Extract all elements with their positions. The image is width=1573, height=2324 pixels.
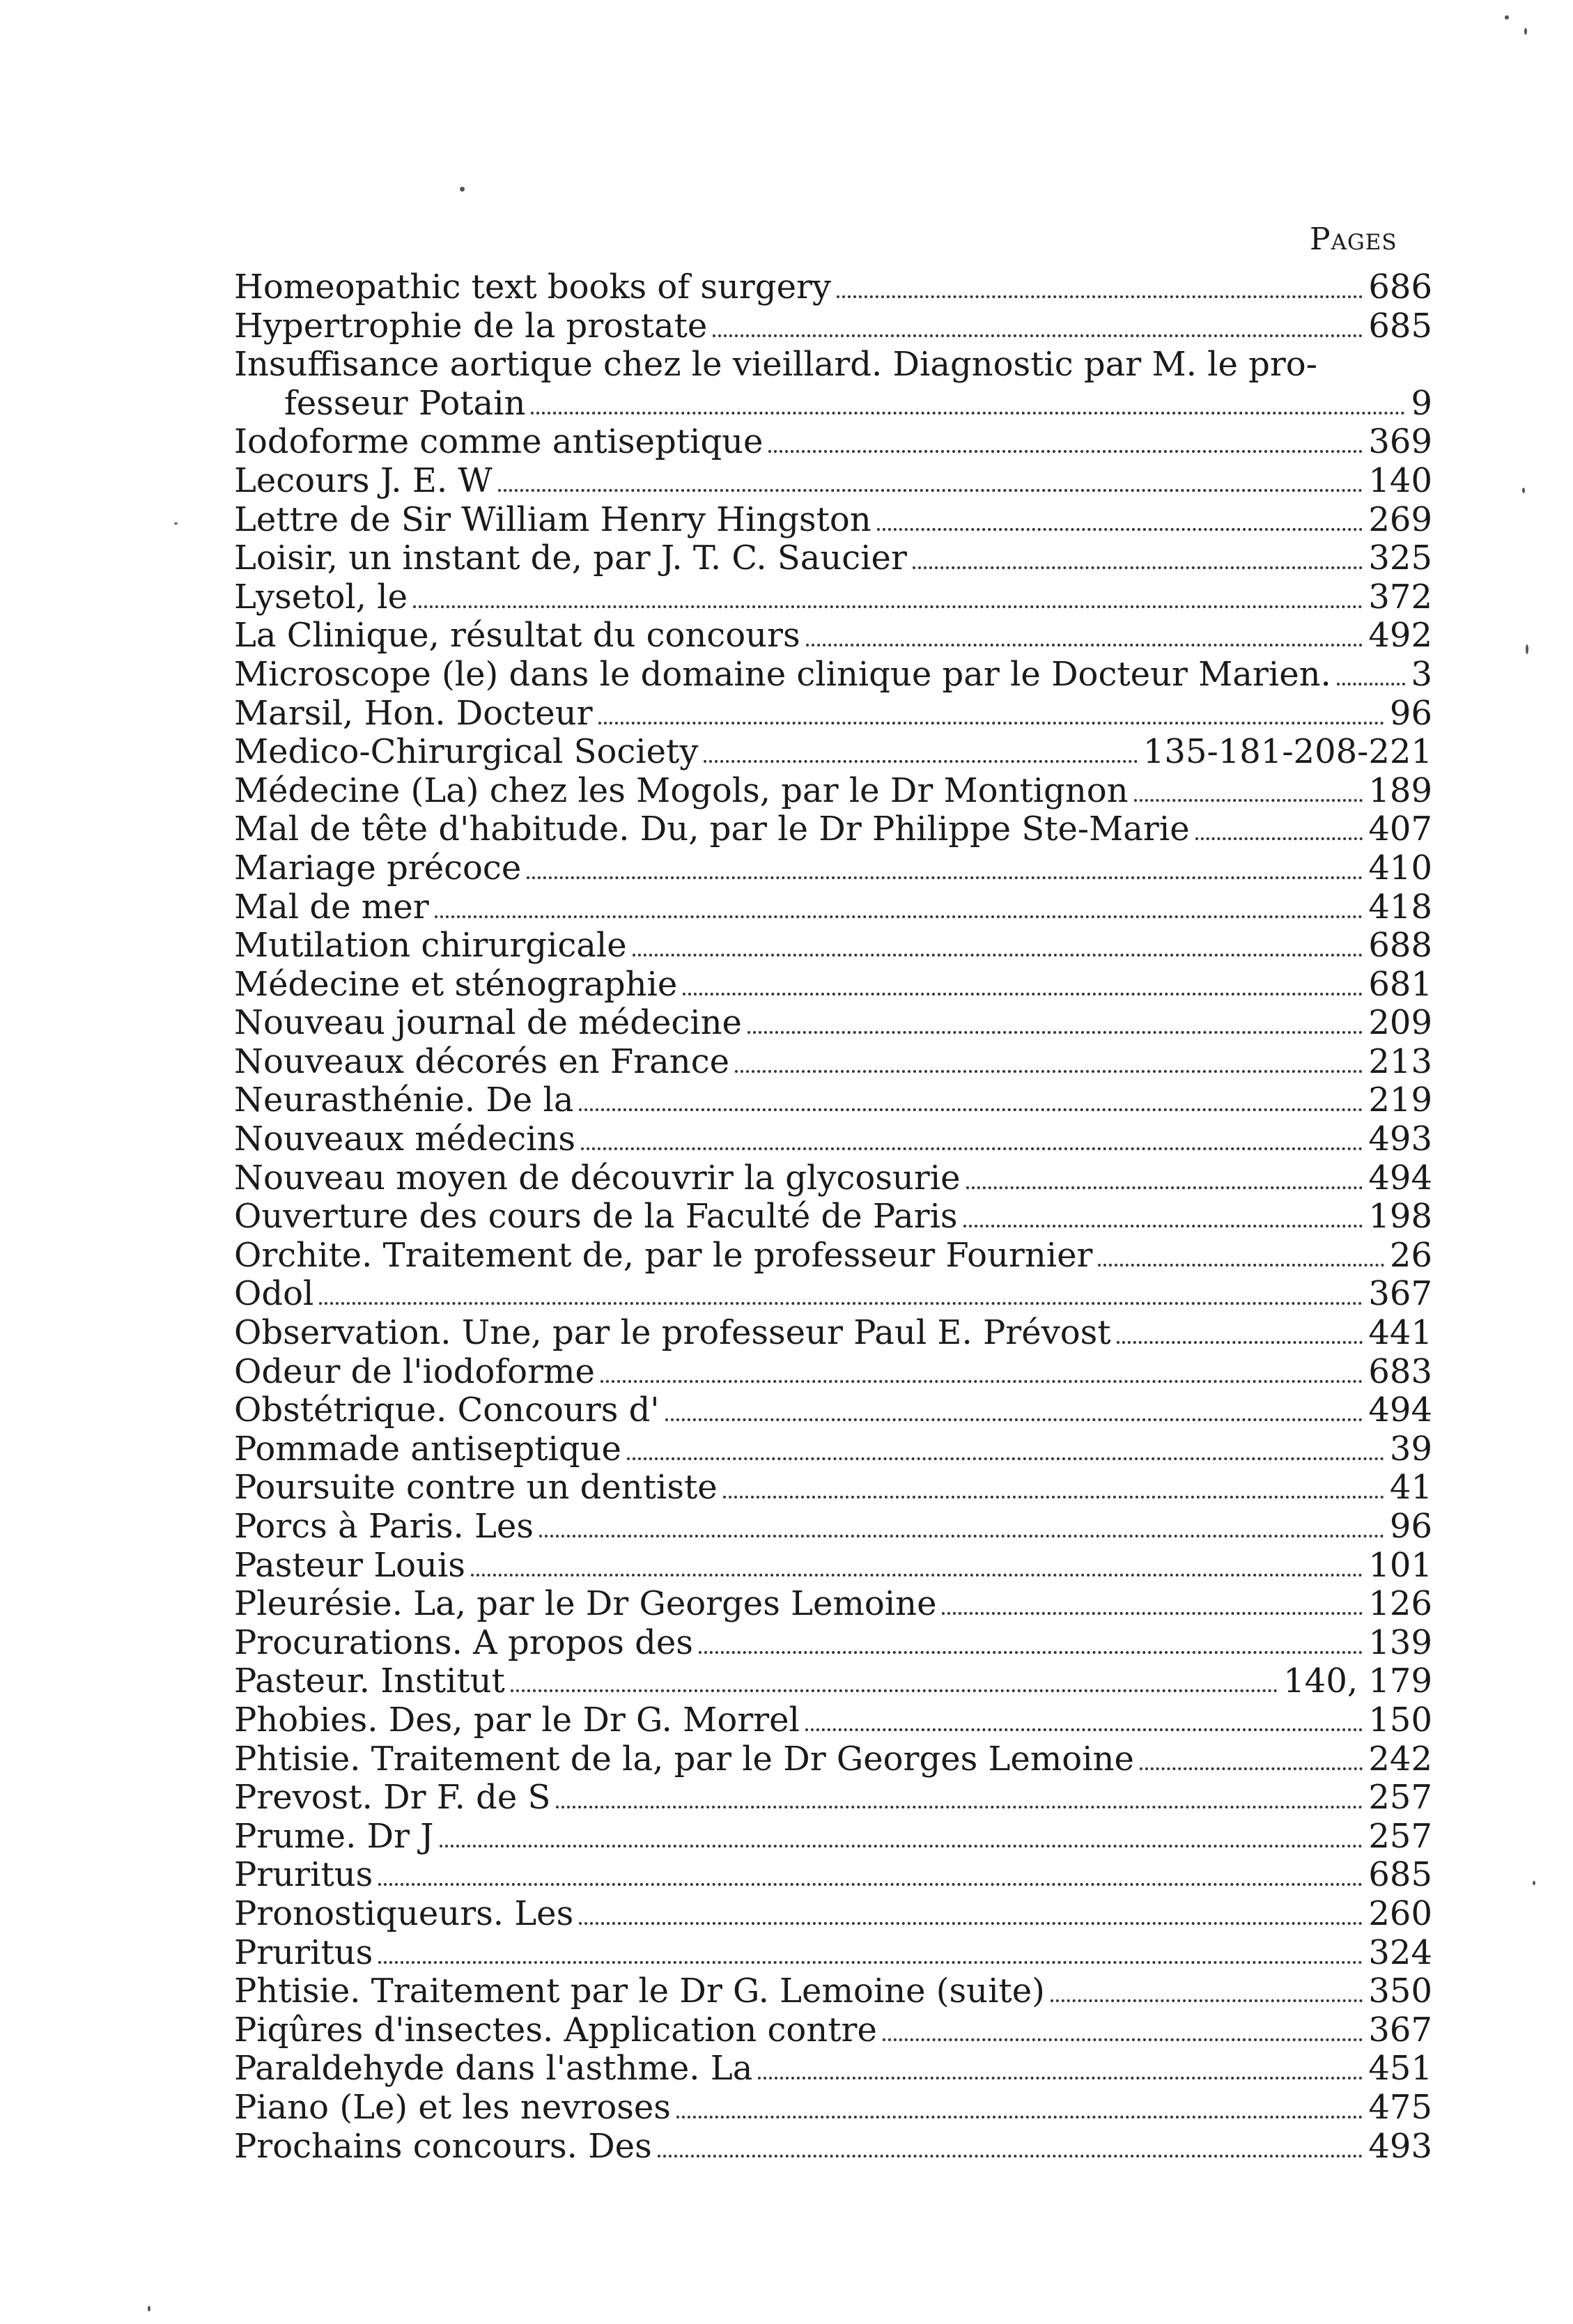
dot-leader (527, 876, 1363, 879)
index-entry (234, 733, 1432, 772)
entry-title: Odol (234, 1274, 314, 1314)
scan-speck (1526, 644, 1528, 654)
index-entry (234, 2128, 1432, 2167)
index-entry (234, 1081, 1432, 1120)
dot-leader (579, 1108, 1363, 1111)
dot-leader (1337, 683, 1406, 685)
entry-page-number: 688 (1368, 926, 1432, 966)
entry-page-number: 683 (1368, 1351, 1432, 1391)
index-entry (234, 617, 1432, 656)
index-entry (234, 462, 1432, 501)
dot-leader (600, 1380, 1363, 1383)
dot-leader (699, 1651, 1363, 1654)
dot-leader (713, 334, 1363, 337)
entry-title: Mariage précoce (234, 848, 522, 888)
index-entry (234, 539, 1432, 578)
index-entry (234, 1004, 1432, 1043)
dot-leader (877, 528, 1363, 531)
index-entry (234, 1547, 1432, 1586)
index-entry (234, 1508, 1432, 1547)
entry-title: Pruritus (234, 1855, 373, 1895)
entry-page-number: 96 (1389, 1507, 1432, 1546)
index-entry (234, 1120, 1432, 1159)
entry-title: Marsil, Hon. Docteur (234, 693, 593, 733)
index-entry (234, 1043, 1432, 1082)
dot-leader (883, 2038, 1363, 2041)
entry-page-number: 26 (1389, 1235, 1432, 1275)
dot-leader (665, 1418, 1363, 1421)
index-entry (234, 1159, 1432, 1198)
entry-page-number: 367 (1368, 2010, 1432, 2050)
dot-leader (1098, 1264, 1384, 1266)
entry-title: Poursuite contre un dentiste (234, 1468, 718, 1508)
entry-title: Mal de tête d'habitude. Du, par le Dr Philippe Ste-Marie (234, 809, 1190, 849)
dot-leader (735, 1070, 1363, 1073)
dot-leader (539, 1535, 1384, 1537)
index-entry (234, 810, 1432, 849)
index-entry (234, 695, 1432, 734)
entry-page-number: 441 (1368, 1313, 1432, 1353)
entry-title: Pommade antiseptique (234, 1429, 621, 1469)
index-entry (234, 1624, 1432, 1663)
entry-title: Orchite. Traitement de, par le professeur Fournier (234, 1235, 1093, 1275)
dot-leader (378, 1961, 1363, 1964)
index-entry (234, 2011, 1432, 2050)
entry-page-number: 257 (1368, 1816, 1432, 1856)
scan-speck (1522, 488, 1525, 493)
scan-speck (1533, 1881, 1535, 1885)
entry-title: Lecours J. E. W (234, 460, 493, 500)
index-entry (234, 1934, 1432, 1973)
entry-title: Microscope (le) dans le domaine clinique par le Docteur Marien. (234, 654, 1331, 694)
index-entry (234, 578, 1432, 617)
entry-title: Médecine (La) chez les Mogols, par le Dr Montignon (234, 770, 1129, 810)
index-entry (234, 1779, 1432, 1818)
entry-title: Ouverture des cours de la Faculté de Paris (234, 1197, 958, 1237)
entry-page-number: 418 (1368, 887, 1432, 927)
dot-leader (723, 1496, 1384, 1498)
entry-title: Observation. Une, par le professeur Paul E. Prévost (234, 1313, 1111, 1353)
entry-page-number: 350 (1368, 1971, 1432, 2011)
dot-leader (806, 644, 1363, 646)
index-entry (234, 966, 1432, 1005)
dot-leader (1134, 799, 1363, 802)
entry-title: Nouveaux décorés en France (234, 1041, 729, 1081)
entry-page-number: 325 (1368, 539, 1432, 578)
index-entry (234, 268, 1432, 307)
index-entry (234, 1585, 1432, 1624)
entry-title: Phtisie. Traitement par le Dr G. Lemoine (suite) (234, 1971, 1045, 2011)
dot-leader (511, 1689, 1278, 1692)
entry-title: Mal de mer (234, 887, 429, 927)
dot-leader (531, 412, 1405, 415)
entry-title: Pasteur. Institut (234, 1661, 505, 1701)
dot-leader (1117, 1341, 1363, 1344)
entry-page-number: 213 (1368, 1041, 1432, 1081)
index-entry (234, 385, 1432, 424)
scan-speck (148, 2306, 150, 2311)
entry-page-number: 260 (1368, 1893, 1432, 1933)
scan-speck (1524, 28, 1527, 35)
index-entry (234, 2089, 1432, 2128)
dot-leader (963, 1225, 1363, 1227)
entry-title: Lettre de Sir William Henry Hingston (234, 499, 871, 539)
entry-page-number: 96 (1389, 693, 1432, 733)
index-entry (234, 1430, 1432, 1469)
entry-title: Pleurésie. La, par le Dr Georges Lemoine (234, 1584, 937, 1624)
index-entry (234, 501, 1432, 540)
entry-title: Piano (Le) et les nevroses (234, 2087, 671, 2127)
index-entry (234, 1895, 1432, 1934)
entry-title: Iodoforme comme antiseptique (234, 422, 764, 462)
index-entry (234, 346, 1432, 385)
entry-page-number: 9 (1411, 383, 1432, 423)
index-entry (234, 1972, 1432, 2011)
entry-page-number: 198 (1368, 1197, 1432, 1237)
entry-page-number: 139 (1368, 1622, 1432, 1662)
dot-leader (633, 954, 1363, 956)
entry-title: Porcs à Paris. Les (234, 1507, 534, 1546)
entry-page-number: 150 (1368, 1700, 1432, 1740)
entry-page-number: 126 (1368, 1584, 1432, 1624)
dot-leader (768, 450, 1363, 453)
index-entry (234, 656, 1432, 695)
entry-page-number: 189 (1368, 770, 1432, 810)
entry-title: Hypertrophie de la prostate (234, 306, 708, 346)
entry-title: Mutilation chirurgicale (234, 926, 627, 966)
entry-page-number: 41 (1389, 1468, 1432, 1508)
entry-title: Paraldehyde dans l'asthme. La (234, 2049, 753, 2089)
index-entry (234, 1314, 1432, 1353)
entry-title: Médecine et sténographie (234, 964, 678, 1004)
index-entry (234, 1237, 1432, 1276)
dot-leader (658, 2155, 1363, 2158)
dot-leader (805, 1728, 1363, 1731)
entry-title: Phobies. Des, par le Dr G. Morrel (234, 1700, 800, 1740)
entry-page-number: 681 (1368, 964, 1432, 1004)
entry-page-number: 369 (1368, 422, 1432, 462)
entry-page-number: 492 (1368, 616, 1432, 656)
entry-page-number: 3 (1411, 654, 1432, 694)
entry-page-number: 219 (1368, 1080, 1432, 1120)
dot-leader (627, 1457, 1384, 1460)
dot-leader (471, 1574, 1363, 1577)
dot-leader (440, 1845, 1363, 1847)
entry-title: Medico-Chirurgical Society (234, 732, 699, 772)
index-list (234, 268, 1432, 2166)
index-entry (234, 1856, 1432, 1895)
dot-leader (598, 722, 1384, 725)
entry-page-number: 140 (1368, 460, 1432, 500)
entry-title: Nouveau moyen de découvrir la glycosurie (234, 1158, 961, 1198)
dot-leader (676, 2116, 1363, 2118)
entry-title: La Clinique, résultat du concours (234, 616, 800, 656)
entry-page-number: 494 (1368, 1158, 1432, 1198)
entry-title: Prochains concours. Des (234, 2126, 652, 2166)
index-entry (234, 888, 1432, 927)
entry-page-number: 685 (1368, 306, 1432, 346)
dot-leader (1195, 837, 1363, 840)
index-entry (234, 927, 1432, 966)
dot-leader (1051, 1999, 1363, 2002)
entry-title: Pruritus (234, 1932, 373, 1972)
entry-title: fesseur Potain (284, 383, 526, 423)
dot-leader (683, 993, 1363, 996)
index-entry (234, 1740, 1432, 1779)
scan-speck (174, 522, 178, 525)
entry-page-number: 209 (1368, 1003, 1432, 1043)
entry-page-number: 135-181-208-221 (1142, 732, 1432, 772)
entry-title: Pronostiqueurs. Les (234, 1893, 574, 1933)
index-entry (234, 849, 1432, 888)
entry-page-number: 140, 179 (1283, 1661, 1432, 1701)
index-entry (234, 423, 1432, 462)
entry-title: Nouveau journal de médecine (234, 1003, 742, 1043)
entry-title: Lysetol, le (234, 577, 408, 617)
dot-leader (378, 1883, 1363, 1886)
dot-leader (435, 915, 1363, 918)
dot-leader (704, 760, 1137, 763)
dot-leader (579, 1922, 1363, 1925)
entry-page-number: 475 (1368, 2087, 1432, 2127)
index-entry (234, 1818, 1432, 1857)
index-entry (234, 1469, 1432, 1508)
entry-page-number: 685 (1368, 1855, 1432, 1895)
entry-page-number: 372 (1368, 577, 1432, 617)
entry-title: Loisir, un instant de, par J. T. C. Saucier (234, 539, 907, 578)
entry-title: Neurasthénie. De la (234, 1080, 574, 1120)
scan-speck (1505, 15, 1509, 20)
dot-leader (498, 489, 1363, 492)
entry-page-number: 367 (1368, 1274, 1432, 1314)
dot-leader (966, 1186, 1363, 1189)
dot-leader (1140, 1767, 1363, 1770)
dot-leader (913, 566, 1363, 569)
entry-page-number: 407 (1368, 809, 1432, 849)
entry-page-number: 494 (1368, 1390, 1432, 1430)
index-entry (234, 1662, 1432, 1701)
pages-column-header: Pages (1310, 222, 1397, 257)
entry-title: Piqûres d'insectes. Application contre (234, 2010, 877, 2050)
entry-page-number: 324 (1368, 1932, 1432, 1972)
dot-leader (413, 605, 1363, 608)
dot-leader (319, 1302, 1363, 1305)
index-entry (234, 772, 1432, 811)
entry-page-number: 242 (1368, 1739, 1432, 1779)
index-entry (234, 307, 1432, 346)
entry-title: Prevost. Dr F. de S (234, 1778, 551, 1818)
index-entry (234, 1198, 1432, 1237)
scan-speck (460, 187, 465, 192)
entry-title: Prume. Dr J (234, 1816, 434, 1856)
entry-title: Homeopathic text books of surgery (234, 268, 832, 307)
dot-leader (758, 2077, 1363, 2079)
entry-title: Pasteur Louis (234, 1545, 465, 1585)
index-entry (234, 1701, 1432, 1740)
entry-title: Insuffisance aortique chez le vieillard. Diagnostic par M. le pro- (234, 345, 1317, 385)
entry-page-number: 101 (1368, 1545, 1432, 1585)
entry-page-number: 686 (1368, 268, 1432, 307)
entry-page-number: 410 (1368, 848, 1432, 888)
dot-leader (837, 295, 1363, 298)
index-entry (234, 1275, 1432, 1314)
entry-page-number: 39 (1389, 1429, 1432, 1469)
entry-page-number: 493 (1368, 1120, 1432, 1159)
entry-page-number: 269 (1368, 499, 1432, 539)
entry-title: Odeur de l'iodoforme (234, 1351, 595, 1391)
entry-title: Obstétrique. Concours d' (234, 1390, 660, 1430)
entry-page-number: 493 (1368, 2126, 1432, 2166)
entry-title: Phtisie. Traitement de la, par le Dr Georges Lemoine (234, 1739, 1134, 1779)
entry-title: Procurations. A propos des (234, 1622, 693, 1662)
dot-leader (747, 1031, 1363, 1034)
dot-leader (942, 1612, 1363, 1615)
dot-leader (581, 1147, 1363, 1150)
index-entry (234, 2050, 1432, 2089)
entry-page-number: 451 (1368, 2049, 1432, 2089)
index-entry (234, 1391, 1432, 1430)
index-entry (234, 1353, 1432, 1392)
entry-title: Nouveaux médecins (234, 1120, 576, 1159)
dot-leader (556, 1806, 1363, 1808)
entry-page-number: 257 (1368, 1778, 1432, 1818)
